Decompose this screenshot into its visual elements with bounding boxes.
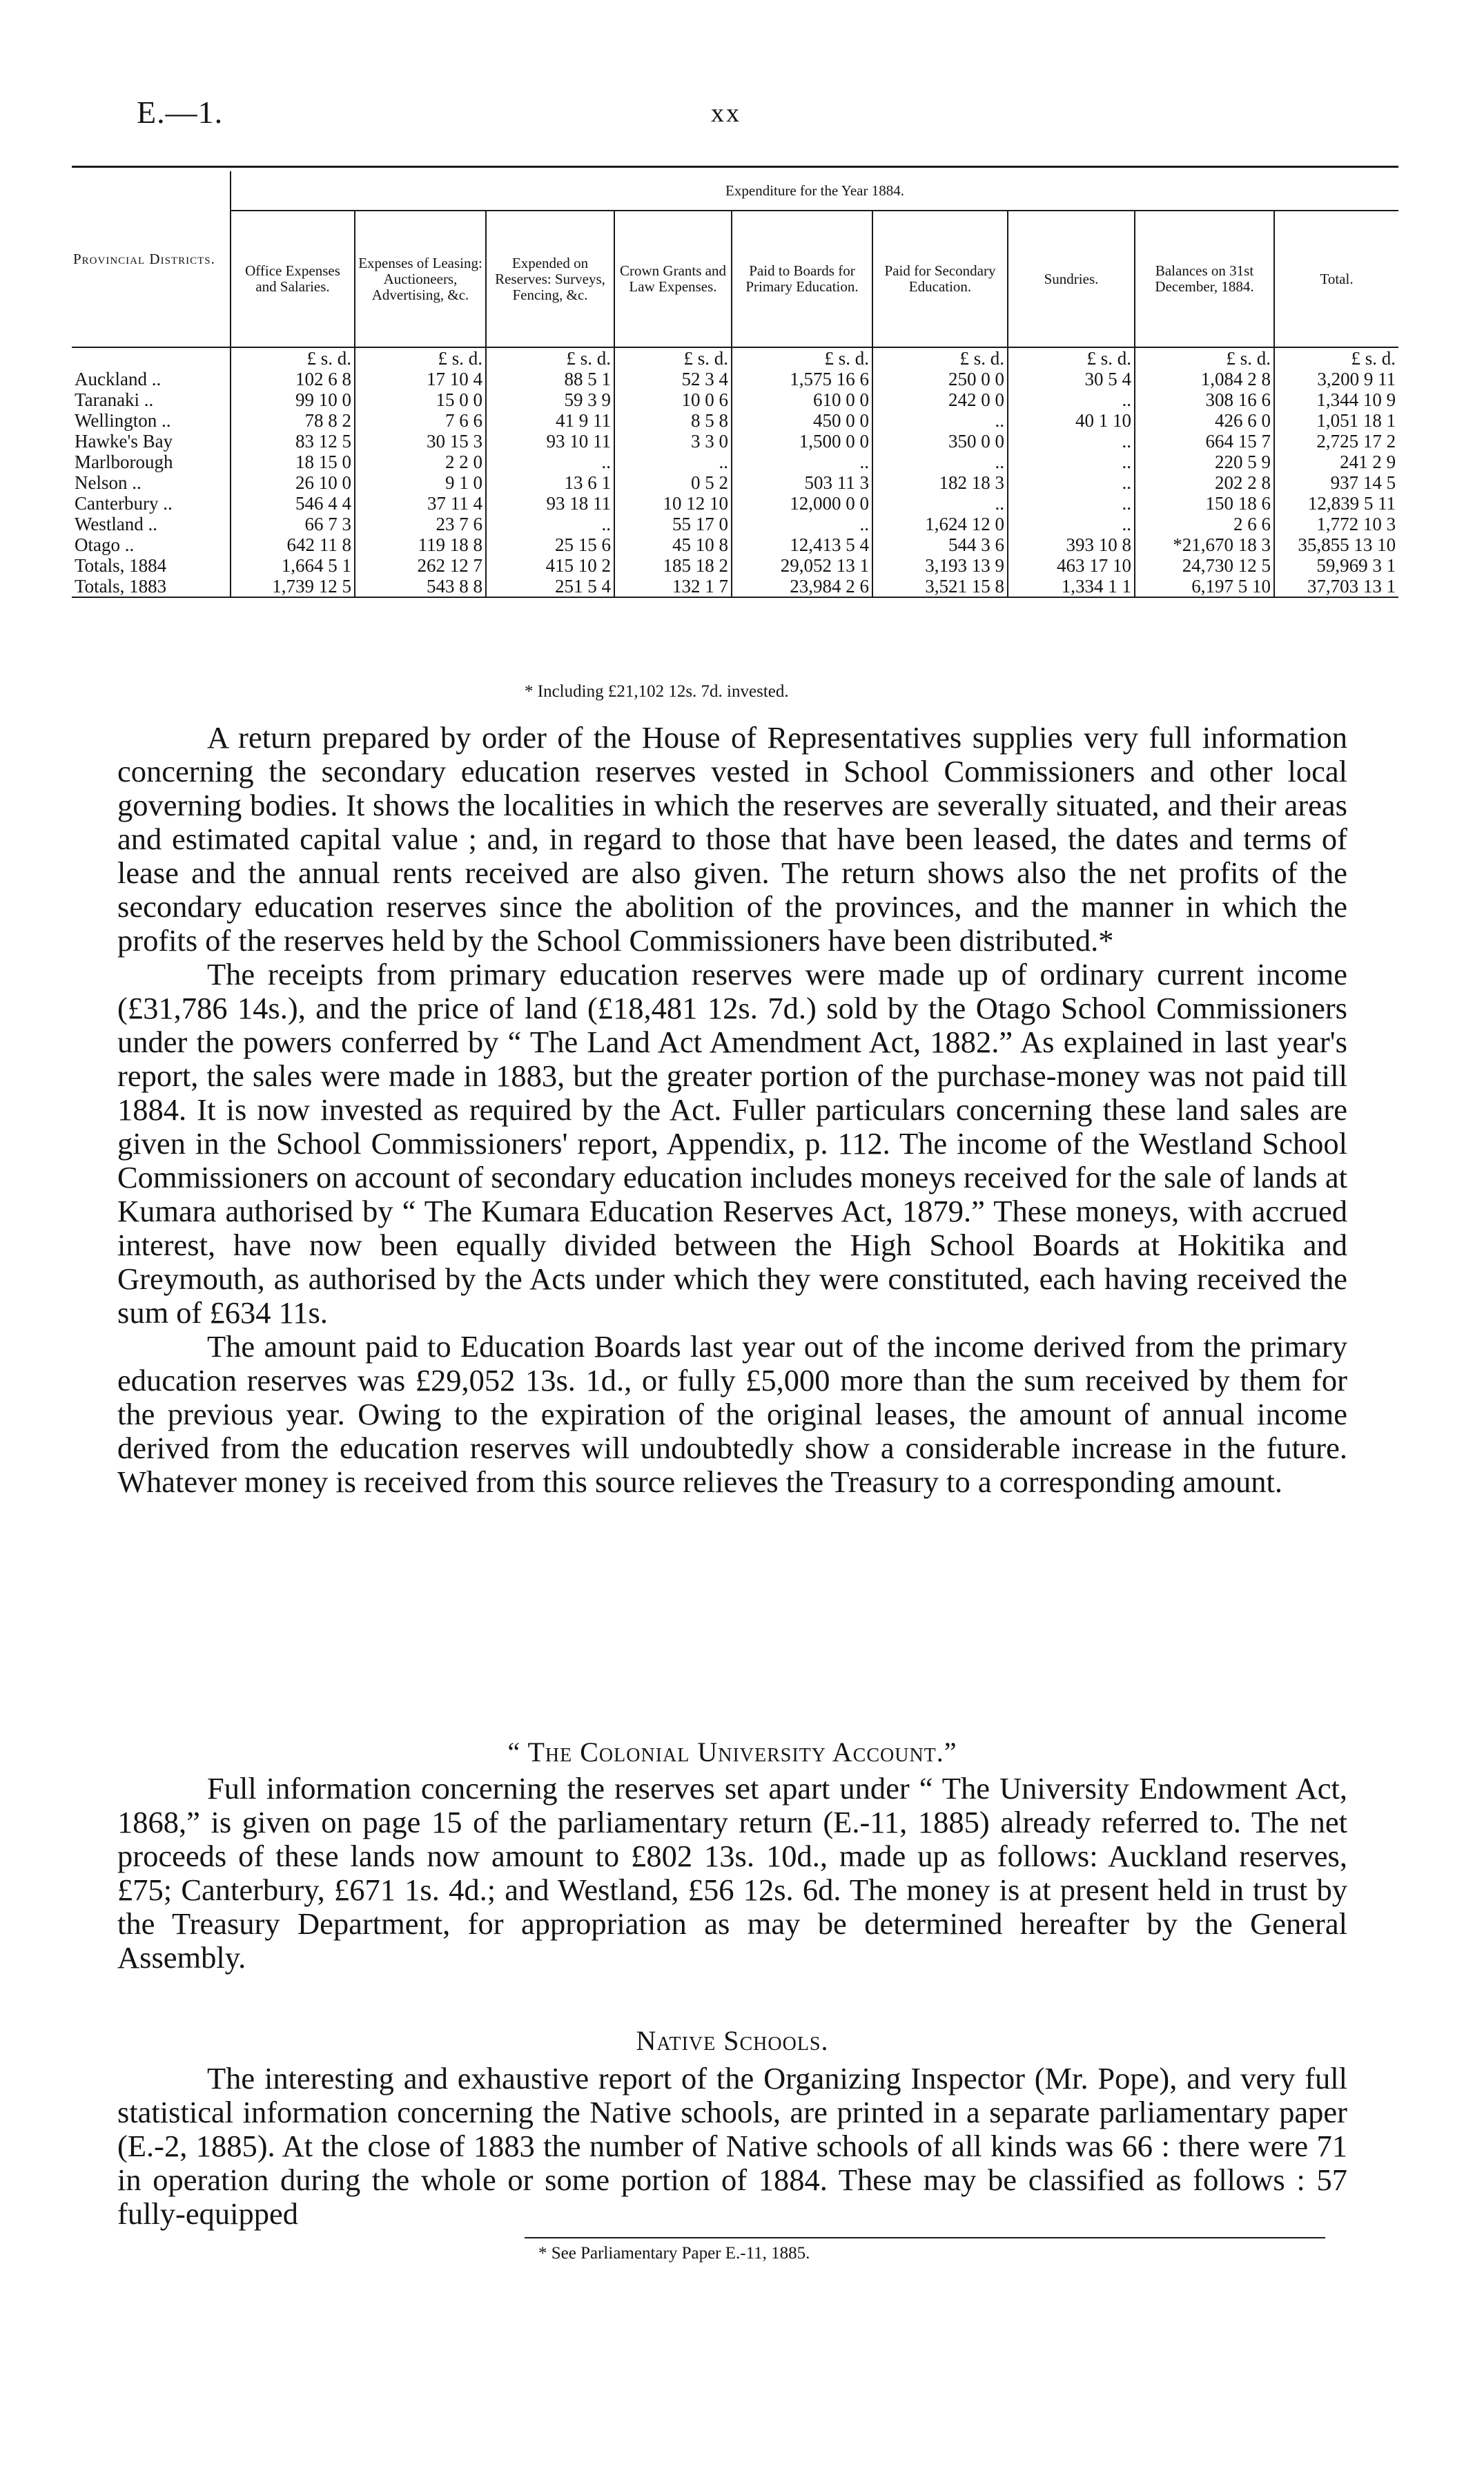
totals-row [72,555,1398,576]
amount-cell: 1,575 16 6 [732,369,872,389]
amount-cell: 10 12 10 [614,493,732,514]
col-header-secondary-education: Paid for Secondary Education. [872,211,1008,347]
unit-label: £ s. d. [486,347,614,369]
amount-cell: 9 1 0 [355,472,486,493]
amount-cell: 220 5 9 [1135,452,1274,472]
amount-cell: 25 15 6 [486,534,614,555]
paragraph-native-schools: The interesting and exhaustive report of the Organizing Inspector (Mr. Pope), and very full statistical information concerning the Native schools, are printed in a separate parliamentary paper (E.-2, 1885). At the close of 1883 the number of Native schools of all kinds was 66 : there were 71 in operation during the whole or some portion of 1884. These may be classified as follows : 57 fully-equipped [117,2061,1347,2231]
amount-cell: .. [872,452,1008,472]
amount-cell: 29,052 13 1 [732,555,872,576]
amount-cell: 543 8 8 [355,576,486,597]
amount-cell: 242 0 0 [872,389,1008,410]
amount-cell: 546 4 4 [231,493,355,514]
amount-cell: .. [614,452,732,472]
amount-cell: 59 3 9 [486,389,614,410]
district-row [72,493,1398,514]
amount-cell: 41 9 11 [486,410,614,431]
amount-cell: 182 18 3 [872,472,1008,493]
amount-cell: 2,725 17 2 [1274,431,1398,452]
amount-cell: 93 18 11 [486,493,614,514]
amount-cell: 8 5 8 [614,410,732,431]
amount-cell: 23,984 2 6 [732,576,872,597]
amount-cell: .. [732,452,872,472]
page-footnote: * See Parliamentary Paper E.-11, 1885. [538,2244,810,2263]
amount-cell: 15 0 0 [355,389,486,410]
document-reference: E.—1. [137,95,224,130]
currency-unit-row [72,347,1398,369]
amount-cell: 1,739 12 5 [231,576,355,597]
heading-university-account: “ The Colonial University Account.” [507,1736,957,1768]
amount-cell: 2 2 0 [355,452,486,472]
amount-cell: 24,730 12 5 [1135,555,1274,576]
amount-cell: 3,200 9 11 [1274,369,1398,389]
amount-cell: 59,969 3 1 [1274,555,1398,576]
unit-label: £ s. d. [732,347,872,369]
amount-cell: 2 6 6 [1135,514,1274,534]
amount-cell: .. [872,410,1008,431]
amount-cell: 17 10 4 [355,369,486,389]
paragraph-education-boards: The amount paid to Education Boards last year out of the income derived from the primary education reserves was £29,052 13s. 1d., or fully £5,000 more than the sum received by them for the previous year. Owing to the expiration of the original leases, the amount of annual income derived from the education reserves will undoubtedly show a considerable increase in the future. Whatever money is received from this source relieves the Treasury to a corresponding amount. [117,1329,1347,1499]
amount-cell: 66 7 3 [231,514,355,534]
row-label: Nelson .. [75,472,141,493]
amount-cell: 262 12 7 [355,555,486,576]
amount-cell: .. [1008,514,1135,534]
amount-cell: 93 10 11 [486,431,614,452]
amount-cell: 450 0 0 [732,410,872,431]
amount-cell: 544 3 6 [872,534,1008,555]
col-header-sundries: Sundries. [1008,211,1135,347]
amount-cell: 1,051 18 1 [1274,410,1398,431]
totals-row [72,576,1398,597]
unit-label: £ s. d. [231,347,355,369]
amount-cell: 426 6 0 [1135,410,1274,431]
amount-cell: 102 6 8 [231,369,355,389]
amount-cell: 52 3 4 [614,369,732,389]
paragraph-secondary-reserves: A return prepared by order of the House of Representatives supplies very full information concerning the secondary education reserves vested in School Commissioners and other local governing bodies. It shows the localities in which the reserves are severally situated, and their areas and estimated capital value ; and, in regard to those that have been leased, the dates and terms of lease and the annual rents received are also given. The return shows also the net profits of the secondary education reserves since the abolition of the provinces, and the manner in which the profits of the reserves held by the School Commissioners have been distributed.* [117,720,1347,958]
amount-cell: .. [486,514,614,534]
amount-cell: 10 0 6 [614,389,732,410]
footnote-rule [525,2237,1325,2238]
heading-native-schools: Native Schools. [636,2025,829,2056]
amount-cell: 463 17 10 [1008,555,1135,576]
row-label: Otago .. [75,534,135,555]
unit-label: £ s. d. [1008,347,1135,369]
amount-cell: 55 17 0 [614,514,732,534]
amount-cell: 185 18 2 [614,555,732,576]
amount-cell: .. [1008,452,1135,472]
district-row [72,389,1398,410]
amount-cell: 78 8 2 [231,410,355,431]
amount-cell: 664 15 7 [1135,431,1274,452]
amount-cell: 1,664 5 1 [231,555,355,576]
paragraph-primary-receipts: The receipts from primary education reserves were made up of ordinary current income (£31,786 14s.), and the price of land (£18,481 12s. 7d.) sold by the Otago School Commissioners under the powers conferred by “ The Land Act Amendment Act, 1882.” As explained in last year's report, the sales were made in 1883, but the greater portion of the purchase-money was not paid till 1884. It is now invested as required by the Act. Fuller particulars concerning these land sales are given in the School Commissioners' report, Appendix, p. 112. The income of the Westland School Commissioners on account of secondary education includes moneys received for the sale of lands at Kumara authorised by “ The Kumara Education Reserves Act, 1879.” These moneys, with accrued interest, have now been equally divided between the High School Boards at Hokitika and Greymouth, as authorised by the Acts under which they were constituted, each having received the sum of £634 11s. [117,957,1347,1330]
amount-cell: 937 14 5 [1274,472,1398,493]
amount-cell: .. [872,493,1008,514]
native-section [117,2062,1347,2231]
amount-cell: 35,855 13 10 [1274,534,1398,555]
amount-cell: 415 10 2 [486,555,614,576]
unit-label: £ s. d. [872,347,1008,369]
row-label: Marlborough [75,452,173,472]
expenditure-super-header: Expenditure for the Year 1884. [231,171,1398,211]
amount-cell: 18 15 0 [231,452,355,472]
district-row [72,431,1398,452]
col-header-office-expenses: Office Expenses and Salaries. [231,211,355,347]
amount-cell: 37,703 13 1 [1274,576,1398,597]
amount-cell: 1,334 1 1 [1008,576,1135,597]
row-label: Totals, 1884 [75,555,167,576]
amount-cell: 119 18 8 [355,534,486,555]
amount-cell: 642 11 8 [231,534,355,555]
page-number: xx [711,99,741,128]
amount-cell: 250 0 0 [872,369,1008,389]
row-label: Canterbury .. [75,493,173,514]
amount-cell: 3,521 15 8 [872,576,1008,597]
col-header-primary-education: Paid to Boards for Primary Education. [732,211,872,347]
amount-cell: 308 16 6 [1135,389,1274,410]
row-label: Taranaki .. [75,389,154,410]
amount-cell: 132 1 7 [614,576,732,597]
amount-cell: 3,193 13 9 [872,555,1008,576]
amount-cell: 0 5 2 [614,472,732,493]
amount-cell: 251 5 4 [486,576,614,597]
col-header-total: Total. [1274,211,1398,347]
row-label: Totals, 1883 [72,576,231,597]
amount-cell: 12,839 5 11 [1274,493,1398,514]
amount-cell: 3 3 0 [614,431,732,452]
paragraph-university-account: Full information concerning the reserves set apart under “ The University Endowment Act, 1868,” is given on page 15 of the parliamentary return (E.-11, 1885) already referred to. The net proceeds of these lands now amount to £802 13s. 10d., made up as follows: Auckland reserves, £75; Canterbury, £671 1s. 4d.; and Westland, £56 12s. 6d. The money is at present held in trust by the Treasury Department, for appropriation as may be determined hereafter by the General Assembly. [117,1771,1347,1975]
row-label: Hawke's Bay [75,431,173,452]
amount-cell: 350 0 0 [872,431,1008,452]
body-paragraphs [117,721,1347,1499]
amount-cell: 12,000 0 0 [732,493,872,514]
amount-cell: .. [1008,389,1135,410]
amount-cell: 30 15 3 [355,431,486,452]
university-section [117,1772,1347,1975]
unit-label: £ s. d. [355,347,486,369]
amount-cell: 1,624 12 0 [872,514,1008,534]
amount-cell: *21,670 18 3 [1135,534,1274,555]
amount-cell: .. [732,514,872,534]
table-top-rule [72,166,1398,168]
district-row [72,514,1398,534]
amount-cell: 40 1 10 [1008,410,1135,431]
district-row [72,369,1398,389]
amount-cell: 202 2 8 [1135,472,1274,493]
amount-cell: 37 11 4 [355,493,486,514]
table-footnote: * Including £21,102 12s. 7d. invested. [525,682,789,701]
col-header-leasing-expenses: Expenses of Leasing: Auctioneers, Advertising, &c. [355,211,486,347]
col-header-crown-grants: Crown Grants and Law Expenses. [614,211,732,347]
amount-cell: 7 6 6 [355,410,486,431]
amount-cell: .. [486,452,614,472]
col-header-balances: Balances on 31st December, 1884. [1135,211,1274,347]
amount-cell: .. [1008,493,1135,514]
amount-cell: 88 5 1 [486,369,614,389]
unit-label: £ s. d. [614,347,732,369]
amount-cell: 6,197 5 10 [1135,576,1274,597]
amount-cell: .. [1008,472,1135,493]
col-header-reserves-expended: Expended on Reserves: Surveys, Fencing, &c. [486,211,614,347]
amount-cell: 503 11 3 [732,472,872,493]
amount-cell: 23 7 6 [355,514,486,534]
amount-cell: 393 10 8 [1008,534,1135,555]
amount-cell: 1,500 0 0 [732,431,872,452]
row-label: Westland .. [75,514,158,534]
amount-cell: 12,413 5 4 [732,534,872,555]
districts-header: Provincial Districts. [72,171,231,347]
amount-cell: 610 0 0 [732,389,872,410]
district-row [72,472,1398,493]
unit-label: £ s. d. [1135,347,1274,369]
amount-cell: 1,772 10 3 [1274,514,1398,534]
amount-cell: 99 10 0 [231,389,355,410]
amount-cell: 241 2 9 [1274,452,1398,472]
amount-cell: .. [1008,431,1135,452]
row-label: Wellington .. [75,410,171,431]
amount-cell: 150 18 6 [1135,493,1274,514]
district-row [72,452,1398,472]
amount-cell: 30 5 4 [1008,369,1135,389]
amount-cell: 26 10 0 [231,472,355,493]
expenditure-table [72,171,1398,598]
amount-cell: 1,344 10 9 [1274,389,1398,410]
amount-cell: 83 12 5 [231,431,355,452]
amount-cell: 1,084 2 8 [1135,369,1274,389]
amount-cell: 13 6 1 [486,472,614,493]
amount-cell: 45 10 8 [614,534,732,555]
district-row [72,534,1398,555]
unit-label: £ s. d. [1274,347,1398,369]
district-row [72,410,1398,431]
row-label: Auckland .. [75,369,162,389]
